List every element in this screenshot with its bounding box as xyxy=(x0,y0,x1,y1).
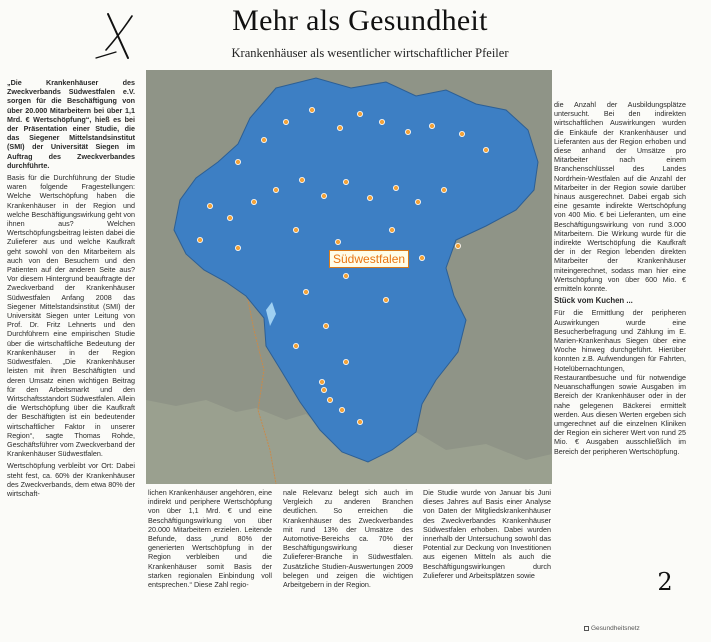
hospital-marker xyxy=(339,407,344,412)
hospital-marker xyxy=(367,195,372,200)
hospital-marker xyxy=(343,179,348,184)
hospital-marker xyxy=(441,187,446,192)
hospital-marker xyxy=(335,239,340,244)
bottom-column-1 xyxy=(148,488,272,634)
hospital-marker xyxy=(405,129,410,134)
hospital-marker xyxy=(235,245,240,250)
right-column xyxy=(554,100,686,586)
body-paragraph: nale Relevanz belegt sich auch im Vergleich zu anderen Branchen deutlichen. So erreichen die Krankenhäuser des Zweckverbandes mit rund 13% der Umsätze des Automotive-Bereichs ca. 70% der Beschäftigungswirkung dieser Zulieferer-Branche in Südwestfalen. Zusätzliche Studien-Auswertungen 2009 belegen und zeigen die wichtigen Arbeitgebern in der Region. xyxy=(283,488,413,590)
hospital-marker xyxy=(299,177,304,182)
hospital-marker xyxy=(357,111,362,116)
hospital-marker xyxy=(419,255,424,260)
hospital-marker xyxy=(393,185,398,190)
region-map xyxy=(146,70,552,484)
footer-box-icon xyxy=(584,626,589,631)
hospital-marker xyxy=(293,343,298,348)
lead-paragraph: „Die Krankenhäuser des Zweckverbands Südwestfalen e.V. sorgen für die Beschäftigung von über 20.000 Mitarbeitern bei über 1,1 Mrd. € Wertschöpfung“, hieß es bei der Präsentation einer Studie, die das Siegener Mittelstandsinstitut (SMI) der Universität Siegen im Auftrag des Zweckverbandes durchführte. xyxy=(7,78,135,170)
bottom-column-3 xyxy=(423,488,551,634)
hospital-marker xyxy=(197,237,202,242)
hospital-marker xyxy=(207,203,212,208)
hospital-marker xyxy=(383,297,388,302)
hospital-marker xyxy=(293,227,298,232)
hospital-marker xyxy=(251,199,256,204)
article-subheadline: Krankenhäuser als wesentlicher wirtschaftlicher Pfeiler xyxy=(231,46,509,60)
hospital-marker xyxy=(343,273,348,278)
footer-label: Gesundheitsnetz xyxy=(591,625,640,632)
hospital-marker xyxy=(459,131,464,136)
body-paragraph: Basis für die Durchführung der Studie waren folgende Fragestellungen: Welche Wertschöpfung haben die Krankenhäuser in der Region und welche Beschäftigungswirkung geht von ihnen aus? Welchen Wertschöpfungsbeitrag leisten dabei die Zulieferer aus und welche Kaufkraft geht sowohl von den Mitarbeitern als auch von den Besuchern und den Patienten auf der anderen Seite aus? Vor diesem Hintergrund beauftragte der Zweckverband der Krankenhäuser Südwestfalen Anfang 2008 das Siegener Mittelstandsinstitut (SMI) der Universität Siegen unter Leitung von Prof. Dr. Fritz Lehnerts und den Durchführern eine empirischen Studie über die wirtschaftliche Bedeutung der Krankenhäuser in der Region Südwestfalen. „Die Krankenhäuser leisten mit ihren Beschäftigten und deren Umsatz einen wichtigen Beitrag für den Arbeitsmarkt und den Wirtschaftsstandort Südwestfalen. Allein die Wertschöpfung über die Kaufkraft der Beschäftigten ist ein bedeutender wirtschaftlicher Faktor in unserer Region“, sagte Thomas Rohde, Geschäftsführer vom Zweckverband der Krankenhäuser Südwestfalen. xyxy=(7,173,135,459)
hospital-marker xyxy=(323,323,328,328)
hospital-marker xyxy=(455,243,460,248)
handwritten-page-number xyxy=(645,562,685,602)
hospital-marker xyxy=(227,215,232,220)
body-paragraph: Für die Ermittlung der peripheren Auswirkungen wurde eine Besucherbefragung und Zählung im E. Marien-Krankenhaus Siegen über eine Woche hinweg durchgeführt. Hierüber konnten z.B. Aufwendungen für Fahrten, Hotelübernachtungen, Restaurantbesuche und für notwendige Neuanschaffungen sowie Ausgaben im Bereich der Krankenhäuser oder in der nahe gelegenen Bäckerei ermittelt werden. Aus diesen Werten ergeben sich umgerechnet auf die einzelnen Kliniken der Region ein sicherer Wert von rund 25 Mio. € Ausgaben ausschließlich im Bereich der peripheren Wertschöpfung. xyxy=(554,308,686,456)
hospital-marker xyxy=(261,137,266,142)
hospital-marker xyxy=(303,289,308,294)
hospital-marker xyxy=(357,419,362,424)
body-paragraph: die Anzahl der Ausbildungsplätze untersucht. Bei den indirekten wirtschaftlichen Auswirkungen wurden die Einkäufe der Krankenhäuser und Lieferanten aus der Region erhoben und diese anhand der Umsätze pro Mitarbeiter nach einem Branchenschlüssel des Landes Nordrhein-Westfalen auf die Anzahl der Mitarbeiter in der Region sowie darüber hinaus ausgerechnet. Dabei ergab sich eine gesamte indirekte Wertschöpfung von 400 Mio. € bei Lieferanten, um eine Beschäftigungswirkung von rund 3.000 Mitarbeitern. Die Wirkung wurde für die indirekte Wertschöpfung die Kaufkraft der in der Region lebenden direkten Mitarbeiter der Krankenhäuser miteingerechnet, sodass man hier eine Wertschöpfung von über 600 Mio. € ermitteln konnte. xyxy=(554,100,686,294)
hospital-marker xyxy=(343,359,348,364)
footer xyxy=(584,625,640,632)
hospital-marker xyxy=(309,107,314,112)
region-label: Südwestfalen xyxy=(329,250,409,268)
left-column xyxy=(7,78,135,630)
hospital-marker xyxy=(379,119,384,124)
hospital-marker xyxy=(327,397,332,402)
section-subhead: Stück vom Kuchen ... xyxy=(554,296,633,306)
body-paragraph: Die Studie wurde von Januar bis Juni dieses Jahres auf Basis einer Analyse von Daten der Mitgliedskrankenhäuser des Zweckverbandes Krankenhäuser Südwestfalen erhoben. Dabei wurden innerhalb der Untersuchung sowohl das Potential zur Deckung von Investitionen aus eigenen Mitteln als auch die Beschäftigungswirkungen durch Zulieferer und Arbeitsplätzen sowie xyxy=(423,488,551,580)
body-paragraph: lichen Krankenhäuser angehören, eine indirekt und periphere Wertschöpfung von über 1,1 Mrd. € und eine Beschäftigungswirkung von über 20.000 Mitarbeitern erzielen. Leitende Befunde, dass „rund 80% der generierten Wertschöpfung in der Region verbleiben und die Krankenhäuser somit Basis der starken regionalen Einbindung voll entsprechen.“ Diese Zahl regio- xyxy=(148,488,272,590)
hospital-marker xyxy=(321,387,326,392)
hospital-marker xyxy=(429,123,434,128)
hospital-marker xyxy=(321,193,326,198)
bottom-column-2 xyxy=(283,488,413,634)
hospital-marker xyxy=(273,187,278,192)
hospital-marker xyxy=(483,147,488,152)
map-graphic xyxy=(146,70,552,484)
body-paragraph: Wertschöpfung verbleibt vor Ort: Dabei steht fest, ca. 60% der Krankenhäuser des Zweckverbands, dem etwa 80% der wirtschaft- xyxy=(7,461,135,498)
hospital-marker xyxy=(389,227,394,232)
hospital-marker xyxy=(319,379,324,384)
hospital-marker xyxy=(415,199,420,204)
hospital-marker xyxy=(283,119,288,124)
handwritten-x-mark xyxy=(90,6,150,66)
hospital-marker xyxy=(235,159,240,164)
page-number-text: 2 xyxy=(657,568,673,596)
article-headline: Mehr als Gesundheit xyxy=(232,4,488,37)
hospital-marker xyxy=(337,125,342,130)
